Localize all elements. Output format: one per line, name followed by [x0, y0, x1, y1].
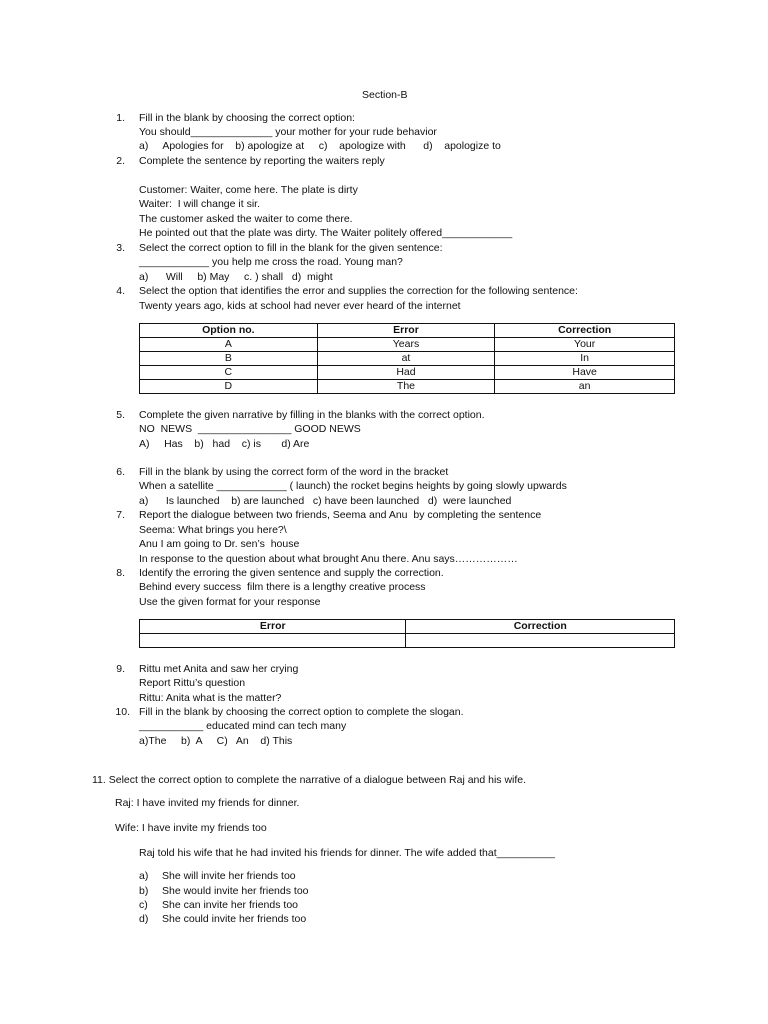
dialogue-line: The customer asked the waiter to come there. [139, 213, 353, 225]
table-cell: C [140, 366, 318, 380]
table-cell: B [140, 352, 318, 366]
dialogue-line: Anu I am going to Dr. sen’s house [139, 538, 300, 550]
table-header-row [140, 324, 675, 338]
table-row [140, 338, 675, 352]
question-number: 3. [116, 242, 125, 254]
error-correction-table [139, 323, 675, 394]
table-header: Option no. [140, 324, 318, 338]
dialogue-line: In response to the question about what brought Anu there. Anu says……………… [139, 553, 518, 565]
dialogue-line: Rittu: Anita what is the matter? [139, 692, 282, 704]
question-instruction: Report Rittu’s question [139, 677, 246, 689]
table-cell: Your [495, 338, 675, 352]
question-sentence: You should______________ your mother for your rude behavior [139, 126, 437, 138]
table-cell: D [140, 380, 318, 394]
dialogue-line: He pointed out that the plate was dirty. The Waiter politely offered____________ [139, 227, 513, 239]
question-sentence: ____________ you help me cross the road. Young man? [139, 256, 403, 268]
question-prompt: Complete the given narrative by filling in the blanks with the correct option. [139, 409, 485, 421]
table-header: Correction [406, 620, 675, 634]
question-sentence: Twenty years ago, kids at school had never ever heard of the internet [139, 300, 461, 312]
question-options: a) Is launched b) are launched c) have been launched d) were launched [139, 495, 512, 507]
question-prompt: Report the dialogue between two friends, Seema and Anu by completing the sentence [139, 509, 542, 521]
question-number: 10. [115, 706, 130, 718]
question-prompt: Complete the sentence by reporting the waiters reply [139, 155, 385, 167]
question-sentence: When a satellite ____________ ( launch) the rocket begins heights by going slowly upwards [139, 480, 567, 492]
question-sentence: Raj told his wife that he had invited his friends for dinner. The wife added that__________ [139, 847, 556, 859]
dialogue-line: Seema: What brings you here?\ [139, 524, 287, 536]
question-number: 6. [116, 466, 125, 478]
question-number: 1. [116, 112, 125, 124]
table-cell: Years [317, 338, 495, 352]
question-number: 2. [116, 155, 125, 167]
response-table [139, 619, 675, 648]
table-header-row [140, 620, 675, 634]
question-prompt: Fill in the blank by choosing the correct option to complete the slogan. [139, 706, 464, 718]
question-prompt: Fill in the blank by using the correct form of the word in the bracket [139, 466, 449, 478]
question-prompt: 11. Select the correct option to complete the narrative of a dialogue between Raj and his wife. [92, 774, 527, 786]
question-options: a)The b) A C) An d) This [139, 735, 293, 747]
table-header: Error [317, 324, 495, 338]
option-letter: a) [139, 870, 149, 882]
table-header: Error [140, 620, 406, 634]
table-cell: In [495, 352, 675, 366]
question-number: 8. [116, 567, 125, 579]
question-number: 5. [116, 409, 125, 421]
option-letter: c) [139, 899, 148, 911]
question-prompt: Fill in the blank by choosing the correct option: [139, 112, 355, 124]
table-cell: at [317, 352, 495, 366]
option-text: She would invite her friends too [162, 885, 309, 897]
table-cell: an [495, 380, 675, 394]
option-letter: b) [139, 885, 149, 897]
dialogue-line: Wife: I have invite my friends too [115, 822, 267, 834]
answer-cell-correction[interactable] [406, 634, 675, 648]
question-options: a) Apologies for b) apologize at c) apologize with d) apologize to [139, 140, 501, 152]
question-options: A) Has b) had c) is d) Are [139, 438, 310, 450]
answer-cell-error[interactable] [140, 634, 406, 648]
question-prompt: Rittu met Anita and saw her crying [139, 663, 299, 675]
question-sentence: ___________ educated mind can tech many [139, 720, 347, 732]
option-letter: d) [139, 913, 149, 925]
dialogue-line: Waiter: I will change it sir. [139, 198, 260, 210]
option-text: She could invite her friends too [162, 913, 307, 925]
table-cell: A [140, 338, 318, 352]
table-row [140, 634, 675, 648]
question-sentence: NO NEWS ________________ GOOD NEWS [139, 423, 361, 435]
dialogue-line: Raj: I have invited my friends for dinner. [115, 797, 300, 809]
question-instruction: Use the given format for your response [139, 596, 321, 608]
table-row [140, 352, 675, 366]
table-row [140, 380, 675, 394]
option-text: She can invite her friends too [162, 899, 298, 911]
question-prompt: Select the correct option to fill in the blank for the given sentence: [139, 242, 443, 254]
option-text: She will invite her friends too [162, 870, 296, 882]
question-number: 7. [116, 509, 125, 521]
table-cell: The [317, 380, 495, 394]
question-prompt: Identify the erroring the given sentence and supply the correction. [139, 567, 444, 579]
question-prompt: Select the option that identifies the error and supplies the correction for the following sentence: [139, 285, 578, 297]
question-sentence: Behind every success film there is a lengthy creative process [139, 581, 426, 593]
question-number: 4. [116, 285, 125, 297]
table-cell: Had [317, 366, 495, 380]
table-cell: Have [495, 366, 675, 380]
section-title: Section-B [362, 89, 408, 101]
question-options: a) Will b) May c. ) shall d) might [139, 271, 333, 283]
table-row [140, 366, 675, 380]
question-number: 9. [116, 663, 125, 675]
table-header: Correction [495, 324, 675, 338]
dialogue-line: Customer: Waiter, come here. The plate is dirty [139, 184, 358, 196]
